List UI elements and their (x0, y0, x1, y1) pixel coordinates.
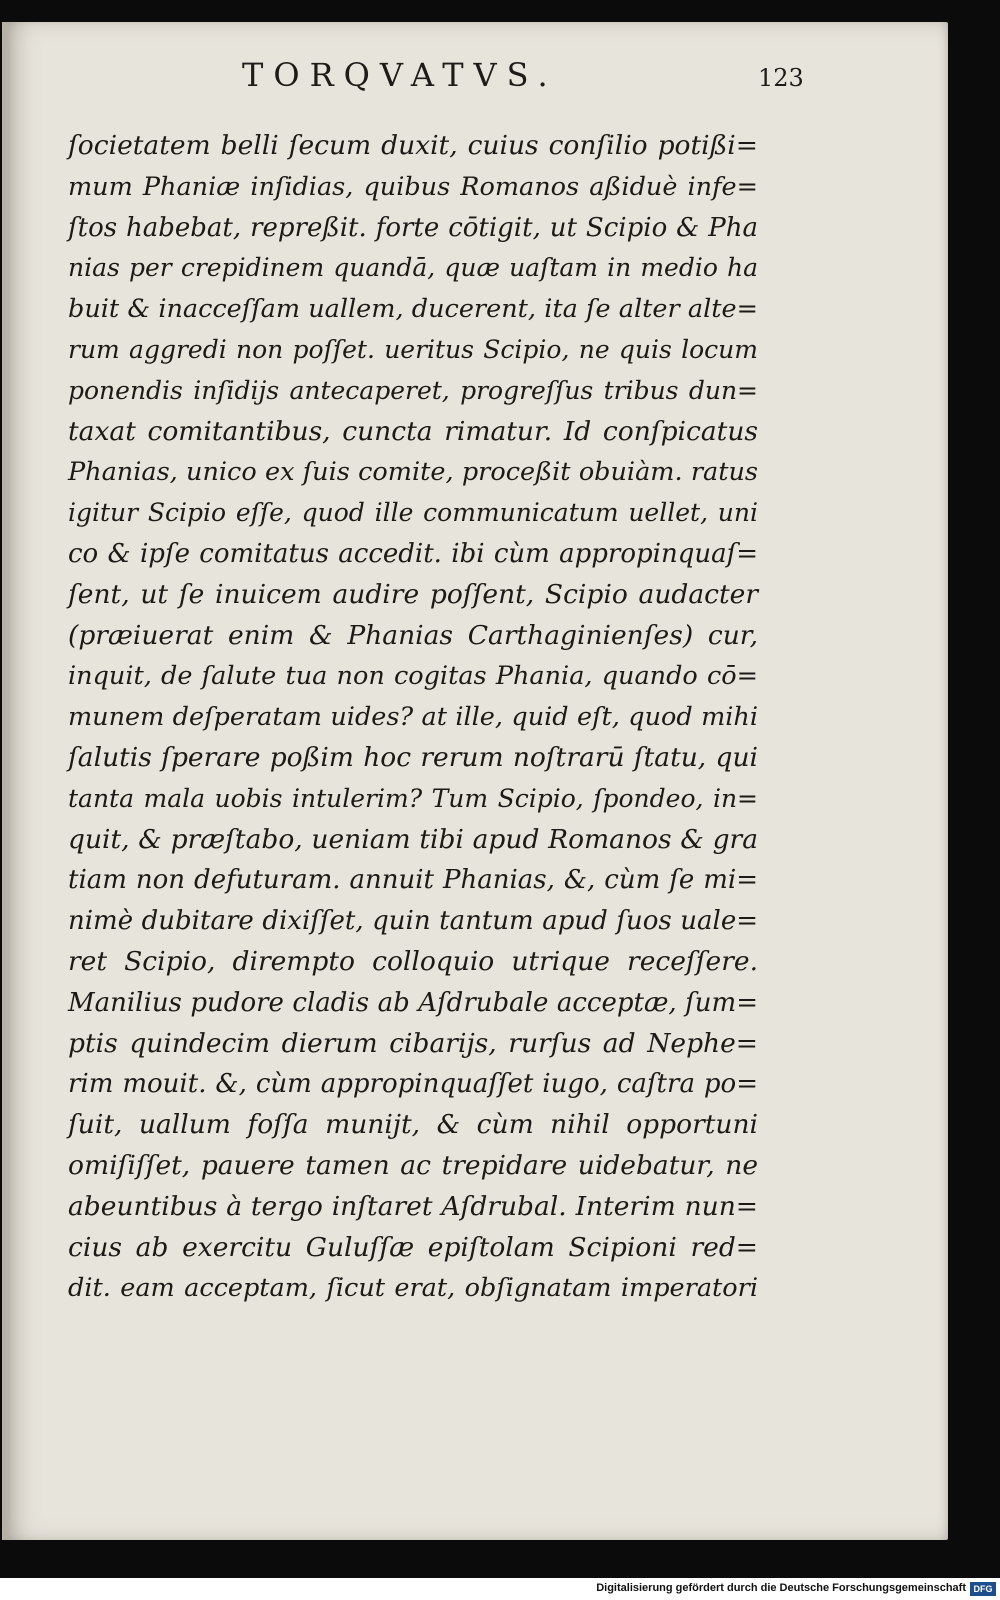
text-line: ſocietatem belli ſecum duxit, cuius conſilio potißi= (68, 130, 758, 161)
text-line: quit, & præſtabo, ueniam tibi apud Romanos & gra (68, 823, 758, 855)
page-number: 123 (758, 64, 804, 92)
text-line: buit & inacceſſam uallem, ducerent, ita ſe alter alte= (68, 294, 758, 325)
body-text (68, 126, 758, 1309)
text-line: Phanias, unico ex ſuis comite, proceßit obuiàm. ratus (68, 457, 758, 488)
page-gutter-shadow (2, 22, 12, 1540)
text-line: ſuit, uallum foſſa munijt, & cùm nihil opportuni (68, 1109, 758, 1141)
text-line: igitur Scipio eſſe, quod ille communicatum uellet, uni (68, 498, 758, 528)
text-line: dit. eam acceptam, ſicut erat, obſignatam imperatori (68, 1273, 758, 1304)
text-line: omiſiſſet, pauere tamen ac trepidare uidebatur, ne (68, 1149, 758, 1181)
text-line: nias per crepidinem quandā, quæ uaſtam in medio ha (68, 253, 758, 283)
funding-credit: Digitalisierung gefördert durch die Deutsche Forschungsgemeinschaft (596, 1582, 966, 1594)
text-line: tiam non defuturam. annuit Phanias, &, cùm ſe mi= (68, 865, 758, 896)
dfg-logo: DFG (970, 1582, 996, 1596)
text-line: mum Phaniæ inſidias, quibus Romanos aßiduè infe= (68, 171, 758, 202)
text-line: ſtos habebat, repreßit. forte cōtigit, ut Scipio & Pha (68, 212, 758, 243)
footer-bar (0, 1578, 1000, 1600)
text-line: Manilius pudore cladis ab Aſdrubale acceptæ, ſum= (68, 987, 758, 1018)
book-page (2, 22, 948, 1540)
text-line: rim mouit. &, cùm appropinquaſſet iugo, caſtra po= (68, 1069, 758, 1100)
text-line: rum aggredi non poſſet. ueritus Scipio, ne quis locum (68, 334, 758, 364)
text-line: nimè dubitare dixiſſet, quin tantum apud ſuos uale= (68, 906, 758, 937)
text-line: munem deſperatam uides? at ille, quid eſt, quod mihi (68, 702, 758, 733)
text-line: ptis quindecim dierum cibarijs, rurſus ad Nephe= (68, 1027, 758, 1059)
text-line: ſent, ut ſe inuicem audire poſſent, Scipio audacter (68, 578, 758, 610)
text-line: taxat comitantibus, cuncta rimatur. Id conſpicatus (68, 415, 758, 447)
text-line: ſalutis ſperare poßim hoc rerum noſtrarū ſtatu, qui (68, 741, 758, 773)
text-line: (præiuerat enim & Phanias Carthaginienſes) cur, (68, 619, 758, 651)
text-line: ret Scipio, dirempto colloquio utrique receſſere. (68, 945, 758, 977)
text-line: ponendis inſidijs antecaperet, progreſſus tribus dun= (68, 375, 758, 405)
text-line: inquit, de ſalute tua non cogitas Phania, quando cō= (68, 661, 758, 692)
text-line: tanta mala uobis intulerim? Tum Scipio, ſpondeo, in= (68, 783, 758, 813)
text-line: cius ab exercitu Guluſſæ epiſtolam Scipioni red= (68, 1231, 758, 1263)
text-line: abeuntibus à tergo inſtaret Aſdrubal. Interim nun= (68, 1190, 758, 1222)
text-line: co & ipſe comitatus accedit. ibi cùm appropinquaſ= (68, 538, 758, 569)
running-head: TORQVATVS. (242, 56, 558, 94)
